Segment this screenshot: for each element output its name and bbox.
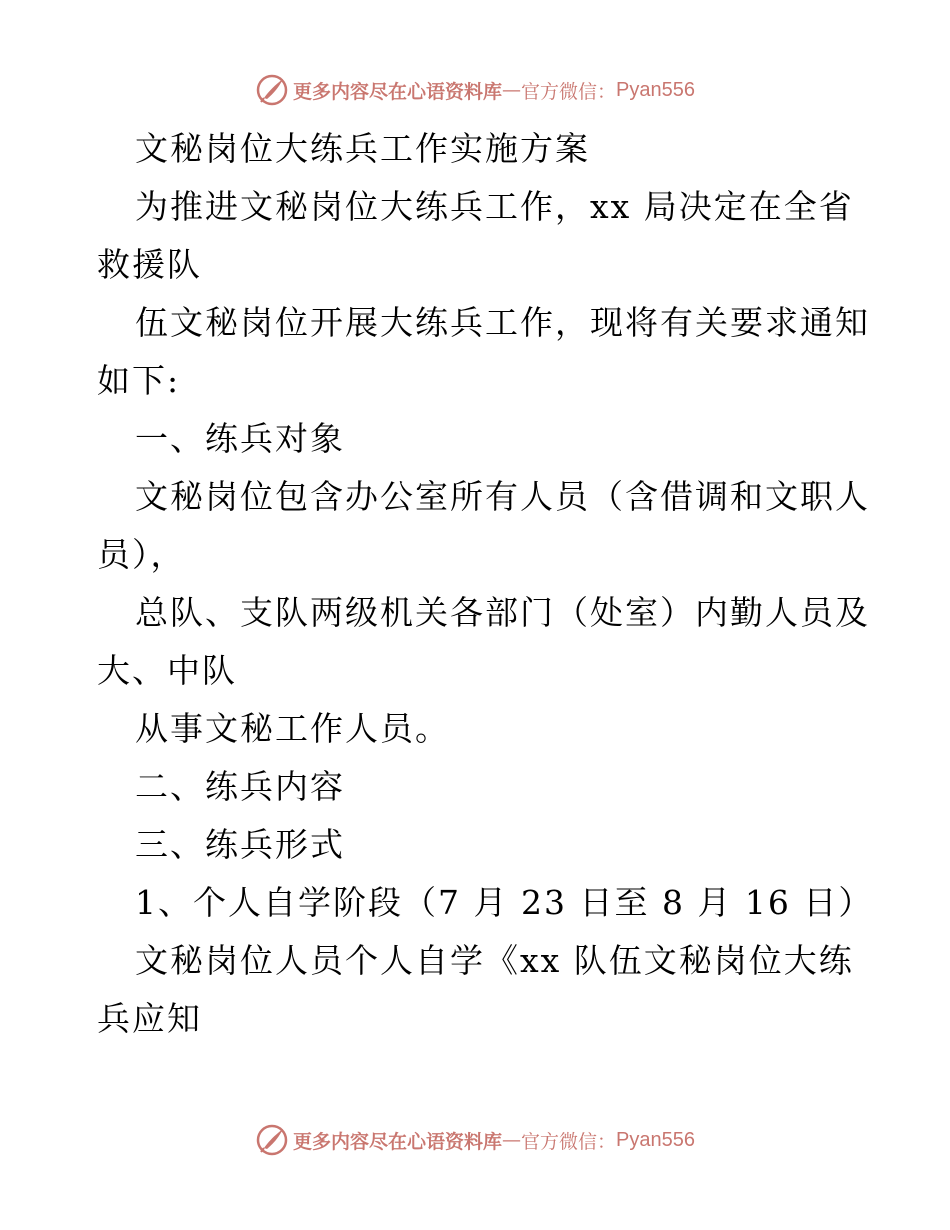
watermark-brand: 更多内容尽在心语资料库 (293, 80, 503, 103)
subsection-heading: 1、个人自学阶段（7 月 23 日至 8 月 16 日） (135, 883, 874, 922)
paragraph-line: 从事文秘工作人员。 (135, 709, 450, 748)
paragraph-line: 总队、支队两级机关各部门（处室）内勤人员及 (135, 593, 870, 632)
watermark-contact-label: 官方微信： (521, 1130, 617, 1153)
paragraph-line: 文秘岗位人员个人自学《xx 队伍文秘岗位大练 (135, 941, 854, 980)
paragraph-line: 如下: (97, 361, 181, 400)
watermark-separator: — (502, 79, 522, 101)
feather-pen-logo-icon (255, 73, 289, 107)
watermark-contact-id: Pyan556 (616, 1128, 695, 1151)
paragraph-line: 文秘岗位包含办公室所有人员（含借调和文职人 (135, 477, 870, 516)
section-heading: 二、练兵内容 (135, 767, 345, 806)
paragraph-line: 兵应知 (97, 999, 202, 1038)
paragraph-line: 为推进文秘岗位大练兵工作，xx 局决定在全省 (135, 187, 854, 226)
document-body (97, 120, 874, 1048)
section-heading: 三、练兵形式 (135, 825, 345, 864)
feather-pen-logo-icon (255, 1123, 289, 1157)
watermark-contact-label: 官方微信： (521, 80, 617, 103)
section-heading: 一、练兵对象 (135, 419, 345, 458)
document-title: 文秘岗位大练兵工作实施方案 (135, 129, 590, 168)
paragraph-line: 员）， (97, 535, 186, 574)
paragraph-line: 救援队 (97, 245, 202, 284)
paragraph-line: 大、中队 (97, 651, 237, 690)
header-watermark (0, 70, 950, 110)
watermark-contact-id: Pyan556 (616, 78, 695, 101)
paragraph-line: 伍文秘岗位开展大练兵工作，现将有关要求通知 (135, 303, 870, 342)
watermark-brand: 更多内容尽在心语资料库 (293, 1130, 503, 1153)
footer-watermark (0, 1120, 950, 1160)
watermark-separator: — (502, 1129, 522, 1151)
